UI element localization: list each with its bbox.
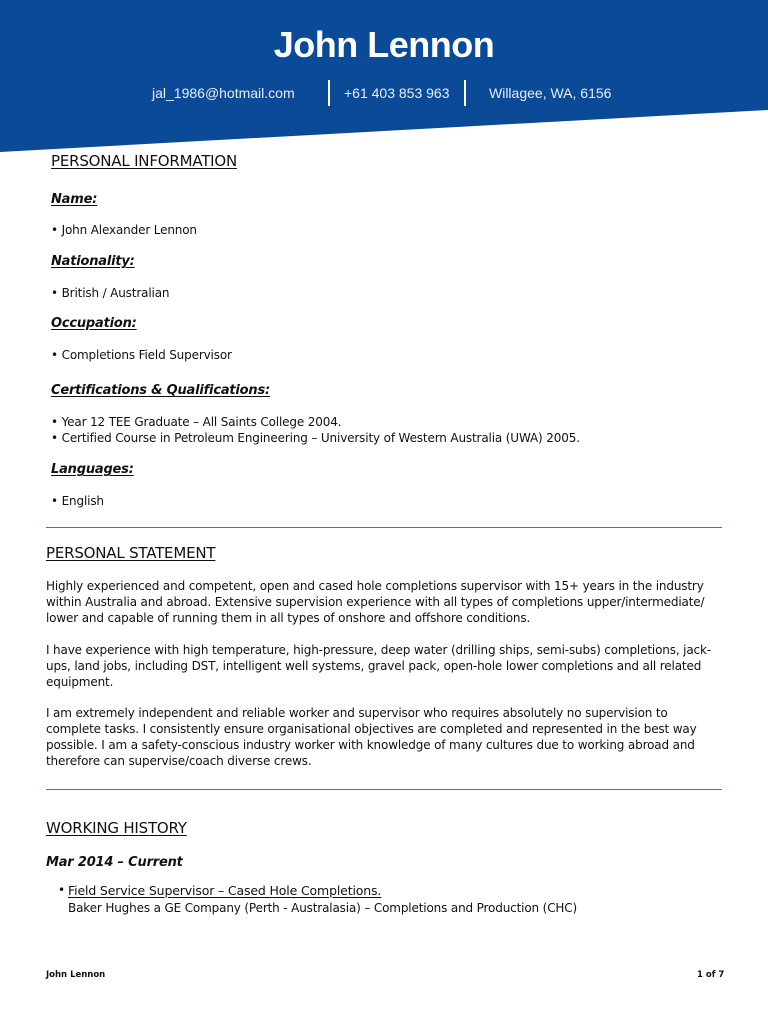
header-banner — [0, 0, 768, 152]
contact-divider — [328, 80, 330, 106]
statement-paragraph: I am extremely independent and reliable worker and supervisor who requires absolutely no supervision to complete tasks. I consistently ensure organisational objectives are completed and represented in the best way possible. I am a safety-conscious industry worker with knowledge of many cultures due to working abroad and therefore can supervise/coach diverse crews. — [46, 706, 697, 768]
email-text: jal_1986@hotmail.com — [152, 85, 295, 101]
phone-text: +61 403 853 963 — [344, 85, 450, 101]
job-company: Baker Hughes a GE Company (Perth - Australasia) – Completions and Production (CHC) — [68, 901, 578, 915]
contact-bar — [0, 80, 768, 108]
nationality-label: Nationality: — [51, 254, 135, 269]
cert-item: • Certified Course in Petroleum Engineering – University of Western Australia (UWA) 2005. — [51, 431, 580, 445]
certifications-label: Certifications & Qualifications: — [51, 383, 270, 398]
banner-shape — [0, 0, 768, 152]
section-title-personal-information: PERSONAL INFORMATION — [51, 152, 238, 170]
occupation-label: Occupation: — [51, 316, 137, 331]
footer-name: John Lennon — [46, 970, 106, 980]
candidate-name: John Lennon — [273, 24, 495, 65]
bullet-icon: • — [58, 883, 66, 897]
languages-label: Languages: — [51, 462, 134, 477]
location-text: Willagee, WA, 6156 — [489, 85, 612, 101]
occupation-value: • Completions Field Supervisor — [51, 348, 232, 362]
statement-paragraph: Highly experienced and competent, open and cased hole completions supervisor with 15+ years in the industry within Australia and abroad. Extensive supervision experience with all types of completions upper/intermediate/ lower and capable of running them in all types of onshore and offshore conditions. — [46, 579, 705, 625]
section-title-personal-statement: PERSONAL STATEMENT — [46, 544, 216, 562]
section-divider — [46, 527, 722, 528]
statement-paragraph: I have experience with high temperature, high-pressure, deep water (drilling ships, semi-subs) completions, jack-ups, land jobs, including DST, intelligent well systems, gravel pack, open-hole lower completions and all related equipment. — [46, 643, 711, 689]
name-label: Name: — [51, 192, 98, 207]
name-value: • John Alexander Lennon — [51, 223, 197, 237]
languages-value: • English — [51, 494, 104, 508]
job-date: Mar 2014 – Current — [46, 855, 183, 870]
section-divider — [46, 789, 722, 790]
page-number: 1 of 7 — [697, 970, 725, 980]
section-title-working-history: WORKING HISTORY — [46, 819, 187, 837]
cert-item: • Year 12 TEE Graduate – All Saints College 2004. — [51, 415, 342, 429]
nationality-value: • British / Australian — [51, 286, 170, 300]
contact-divider — [464, 80, 466, 106]
job-role: Field Service Supervisor – Cased Hole Completions. — [68, 883, 382, 898]
